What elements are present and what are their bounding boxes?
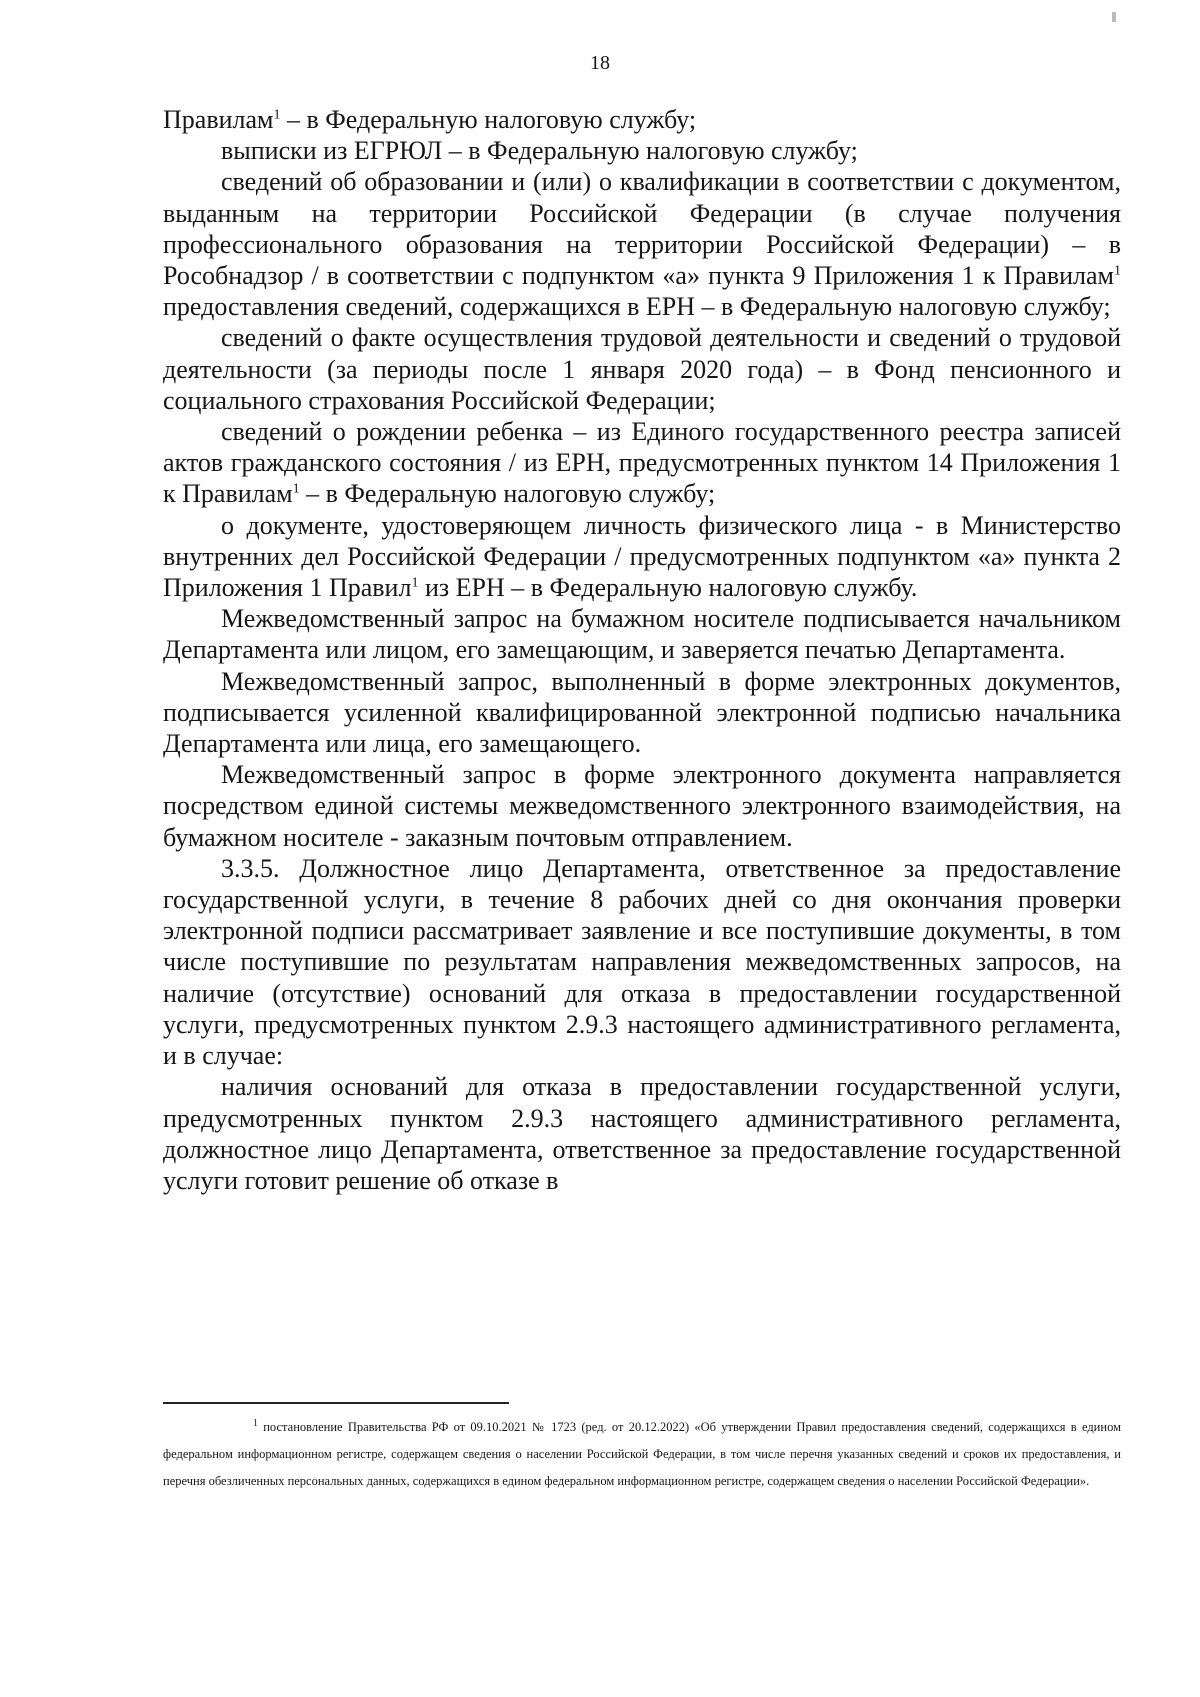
paragraph-electronic-request: Межведомственный запрос, выполненный в форме электронных документов, подписывается усиленной квалифицированной электронной подписью начальника Департамента или лица, его замещающего.: [163, 666, 1121, 759]
footnote-ref: 1: [1114, 263, 1121, 279]
paragraph-section-3-3-5: 3.3.5. Должностное лицо Департамента, ответственное за предоставление государственной услуги, в течение 8 рабочих дней со дня окончания проверки электронной подписи рассматривает заявление и все поступившие документы, в том числе поступившие по результатам направления межведомственных запросов, на наличие (отсутствие) оснований для отказа в предоставлении государственной услуги, предусмотренных пунктом 2.9.3 настоящего административного регламента, и в случае:: [163, 853, 1121, 1071]
paragraph-egrul: выписки из ЕГРЮЛ – в Федеральную налоговую службу;: [221, 136, 858, 166]
footnote-marker: 1: [253, 1417, 258, 1429]
footnote-text: постановление Правительства РФ от 09.10.2021 № 1723 (ред. от 20.12.2022) «Об утверждении Правил предоставления сведений, содержащихся в едином федеральном информационном регистре, содержащем сведения о населении Российской Федерации, в том числе перечня указанных сведений и сроков их предоставления, и перечня обезличенных персональных данных, содержащихся в едином федеральном информационном регистре, содержащем сведения о населении Российской Федерации».: [163, 1420, 1121, 1488]
scan-mark: [1112, 12, 1116, 22]
paragraph-birth: сведений о рождении ребенка – из Единого государственного реестра записей актов гражданского состояния / из ЕРН, предусмотренных пунктом 14 Приложения 1 к Правилам$^1$ – в Федеральную налоговую службу;: [163, 417, 1121, 509]
footnote-separator: [163, 1402, 509, 1404]
footnote-ref: 1: [411, 575, 419, 591]
paragraph-request-delivery: Межведомственный запрос в форме электронного документа направляется посредством единой системы межведомственного электронного взаимодействия, на бумажном носителе - заказным почтовым отправлением.: [163, 760, 1121, 852]
footnote: [163, 1414, 1121, 1495]
paragraph-refusal-grounds: наличия оснований для отказа в предоставлении государственной услуги, предусмотренных пунктом 2.9.3 настоящего административного регламента, должностное лицо Департамента, ответственное за предоставление государственной услуги готовит решение об отказе в: [163, 1072, 1121, 1195]
paragraph-paper-request: Межведомственный запрос на бумажном носителе подписывается начальником Департамента или лицом, его замещающим, и заверяется печатью Департамента.: [163, 604, 1121, 665]
footnote-ref: 1: [273, 107, 281, 123]
paragraph-identity: о документе, удостоверяющем личность физического лица - в Министерство внутренних дел Российской Федерации / предусмотренных подпунктом «а» пункта 2 Приложения 1 Правил$^1$ из ЕРН – в Федеральную налоговую службу.: [163, 510, 1121, 603]
paragraph-education: сведений об образовании и (или) о квалификации в соответствии с документом, выданным на территории Российской Федерации (в случае получения профессионального образования на территории Российской Федерации) – в Рособнадзор / в соответствии с подпунктом «а» пункта 9 Приложения 1 к Правилам$^1$ предоставления сведений, содержащихся в ЕРН – в Федеральную налоговую службу;: [163, 167, 1121, 322]
paragraph-continuation: Правилам$^1$ – в Федеральную налоговую службу;: [163, 105, 697, 134]
footnote-ref: 1: [292, 481, 300, 497]
main-text: [163, 104, 1121, 1196]
page-number: 18: [590, 52, 610, 74]
paragraph-labor: сведений о факте осуществления трудовой деятельности и сведений о трудовой деятельности (за периоды после 1 января 2020 года) – в Фонд пенсионного и социального страхования Российской Федерации;: [163, 323, 1121, 415]
